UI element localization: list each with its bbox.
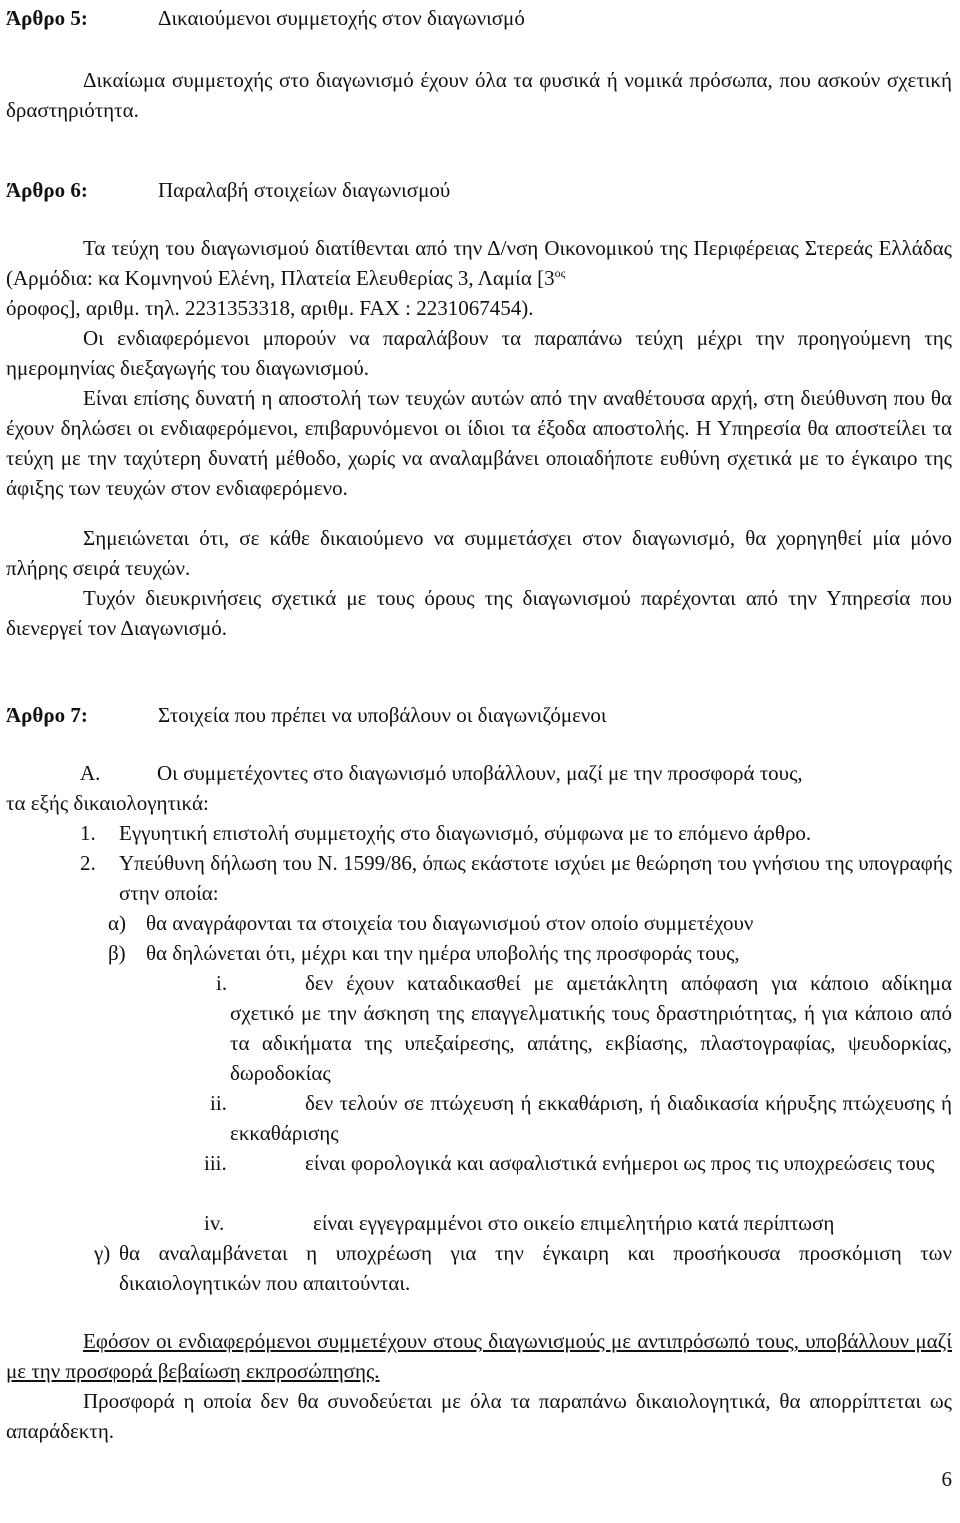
item-1-text: Εγγυητική επιστολή συμμετοχής στο διαγωνισμό, σύμφωνα με το επόμενο άρθρο. — [119, 821, 812, 845]
article-5-title: Δικαιούμενοι συμμετοχής στον διαγωνισμό — [158, 6, 525, 30]
floor-superscript: ος — [554, 266, 566, 280]
article-5-paragraph: Δικαίωμα συμμετοχής στο διαγωνισμό έχουν όλα τα φυσικά ή νομικά πρόσωπα, που ασκούν σχετική δραστηριότητα. — [6, 68, 952, 122]
article-5-heading — [6, 3, 952, 33]
article-6-title: Παραλαβή στοιχείων διαγωνισμού — [158, 178, 451, 202]
rejection-paragraph: Προσφορά η οποία δεν θα συνοδεύεται με όλα τα παραπάνω δικαιολογητικά, θα απορρίπτεται ως απαράδεκτη. — [6, 1389, 952, 1443]
article-6-paragraph-mailing: Είναι επίσης δυνατή η αποστολή των τευχών αυτών από την αναθέτουσα αρχή, στη διεύθυνση που θα έχουν δηλώσει οι ενδιαφερόμενοι, επιβαρυνόμενοι οι ίδιοι τα έξοδα αποστολής. Η Υπηρεσία θα αποστείλει τα τεύχη με την ταχύτερη δυνατή μέθοδο, χωρίς να αναλαμβάνει οποιαδήποτε ευθύνη σχετικά με το έγκαιρο της άφιξης των τευχών στον ενδιαφερόμενο. — [6, 386, 952, 500]
sub-b-text: θα δηλώνεται ότι, μέχρι και την ημέρα υποβολής της προσφοράς τους, — [146, 941, 740, 965]
article-6-paragraph-collection: Οι ενδιαφερόμενοι μπορούν να παραλάβουν τα παραπάνω τεύχη μέχρι την προηγούμενη της ημερομηνίας διεξαγωγής του διαγωνισμού. — [6, 326, 952, 380]
article-7-title: Στοιχεία που πρέπει να υποβάλουν οι διαγωνιζόμενοι — [158, 703, 607, 727]
roman-item-text: δεν τελούν σε πτώχευση ή εκκαθάριση, ή διαδικασία κήρυξης πτώχευσης ή εκκαθάρισης — [230, 1091, 952, 1145]
article-6-number: Άρθρο 6: — [6, 178, 88, 202]
page-number: 6 — [941, 1467, 952, 1491]
sub-c-text: θα αναλαμβάνεται η υποχρέωση για την έγκαιρη και προσήκουσα προσκόμιση των δικαιολογητικών που απαιτούνται. — [119, 1241, 952, 1295]
roman-item-text: είναι εγγεγραμμένοι στο οικείο επιμελητήριο κατά περίπτωση — [313, 1211, 835, 1235]
representation-paragraph: Εφόσον οι ενδιαφερόμενοι συμμετέχουν στους διαγωνισμούς με αντιπρόσωπό τους, υποβάλλουν μαζί με την προσφορά βεβαίωση εκπροσώπησης. — [6, 1329, 952, 1383]
roman-item-number: i. — [216, 971, 228, 995]
sub-b-label: β) — [108, 941, 126, 965]
roman-item-number: iv. — [204, 1211, 225, 1235]
article-7-heading — [6, 700, 952, 730]
roman-item-text: δεν έχουν καταδικασθεί με αμετάκλητη απόφαση για κάποιο αδίκημα σχετικό με την άσκηση της επαγγελματικής τους δραστηριότητας, ή για κάποιο από τα αδικήματα της υπεξαίρεσης, απάτης, εκβίασης, πλαστογραφίας, ψευδορκίας, δωροδοκίας — [230, 971, 952, 1085]
item-1-number: 1. — [80, 821, 96, 845]
sub-c-label: γ) — [94, 1241, 111, 1265]
article-6-paragraph-clarifications: Τυχόν διευκρινήσεις σχετικά με τους όρους της διαγωνισμού παρέχονται από την Υπηρεσία που διενεργεί τον Διαγωνισμό. — [6, 586, 952, 640]
article-6-paragraph-one-set: Σημειώνεται ότι, σε κάθε δικαιούμενο να συμμετάσχει στον διαγωνισμό, θα χορηγηθεί μία μόνο πλήρης σειρά τευχών. — [6, 526, 952, 580]
contact-text: Τα τεύχη του διαγωνισμού διατίθενται από την Δ/νση Οικονομικού της Περιφέρειας Στερεάς Ελλάδας (Αρμόδια: κα Κομνηνού Ελένη, Πλατεία Ελευθερίας 3, Λαμία [3 — [6, 236, 952, 290]
article-7-number: Άρθρο 7: — [6, 703, 88, 727]
item-2-text: Υπεύθυνη δήλωση του Ν. 1599/86, όπως εκάστοτε ισχύει με θεώρηση του γνήσιου της υπογραφής στην οποία: — [119, 851, 952, 905]
roman-item-number: iii. — [204, 1151, 227, 1175]
item-2-number: 2. — [80, 851, 96, 875]
sub-a-label: α) — [108, 911, 126, 935]
article-6-paragraph-contact — [6, 233, 952, 323]
section-a-line-1: Οι συμμετέχοντες στο διαγωνισμό υποβάλλουν, μαζί με την προσφορά τους, — [157, 761, 803, 785]
sub-a-text: θα αναγράφονται τα στοιχεία του διαγωνισμού στον οποίο συμμετέχουν — [146, 911, 754, 935]
contact-phone-text: όροφος], αριθμ. τηλ. 2231353318, αριθμ. FAX : 2231067454). — [6, 296, 534, 320]
roman-item-text: είναι φορολογικά και ασφαλιστικά ενήμεροι ως προς τις υποχρεώσεις τους — [305, 1151, 935, 1175]
section-a-label: Α. — [80, 761, 101, 785]
article-6-heading — [6, 175, 952, 205]
article-5-number: Άρθρο 5: — [6, 6, 88, 30]
roman-item-number: ii. — [210, 1091, 227, 1115]
section-a-line-2: τα εξής δικαιολογητικά: — [6, 791, 209, 815]
